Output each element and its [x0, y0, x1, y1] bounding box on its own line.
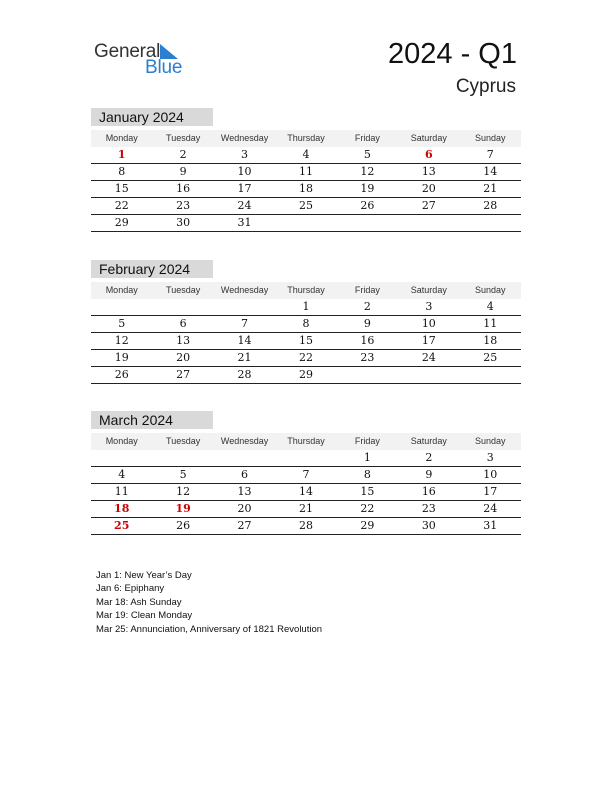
month-title: March 2024 [91, 411, 213, 429]
day-cell: 6 [424, 148, 433, 161]
weekday-header-row [91, 282, 521, 299]
week-row [91, 484, 521, 501]
day-cell [214, 450, 275, 466]
weekday-label: Monday [105, 436, 138, 446]
weekday-label: Thursday [287, 436, 325, 446]
weekday-label: Tuesday [166, 436, 201, 446]
month-block [91, 260, 521, 384]
week-row [91, 215, 521, 232]
week-row [91, 164, 521, 181]
day-cell: 7 [486, 148, 494, 161]
logo-text-blue: Blue [145, 57, 183, 78]
weekday-label: Wednesday [220, 436, 269, 446]
day-cell: 17 [421, 334, 436, 347]
day-cell: 11 [298, 165, 313, 178]
day-cell: 23 [360, 351, 375, 364]
week-row [91, 333, 521, 350]
day-cell: 20 [237, 502, 252, 515]
day-cell: 7 [241, 317, 249, 330]
day-cell: 27 [421, 199, 436, 212]
day-cell: 2 [425, 451, 433, 464]
day-cell: 30 [176, 216, 191, 229]
day-cell: 16 [360, 334, 375, 347]
weekday-label: Sunday [474, 285, 506, 295]
day-cell: 4 [486, 300, 494, 313]
week-row [91, 467, 521, 484]
holiday-note: Mar 25: Annunciation, Anniversary of 1821 Revolution [96, 623, 323, 635]
day-cell: 1 [302, 300, 310, 313]
weekday-label: Friday [354, 436, 380, 446]
weekday-label: Thursday [287, 285, 325, 295]
day-cell: 2 [179, 148, 187, 161]
holiday-note: Jan 1: New Year’s Day [96, 570, 192, 581]
day-cell: 14 [298, 485, 313, 498]
day-cell: 25 [114, 519, 130, 532]
weekday-label: Monday [105, 285, 138, 295]
day-cell: 25 [298, 199, 313, 212]
day-cell: 12 [176, 485, 191, 498]
day-cell: 8 [363, 468, 371, 481]
month-title: January 2024 [91, 108, 213, 126]
month-block [91, 108, 521, 232]
logo-text-general: General [94, 41, 161, 62]
page-title: 2024 - Q1 [388, 38, 517, 70]
day-cell: 8 [118, 165, 126, 178]
day-cell: 29 [360, 519, 375, 532]
day-cell: 7 [302, 468, 310, 481]
day-cell: 13 [421, 165, 436, 178]
week-row [91, 518, 521, 535]
weekday-label: Saturday [410, 436, 447, 446]
holiday-note: Mar 18: Ash Sunday [96, 596, 182, 608]
day-cell: 23 [176, 199, 191, 212]
day-cell: 5 [363, 148, 371, 161]
day-cell: 15 [360, 485, 375, 498]
day-cell [398, 367, 459, 383]
holiday-note: Mar 19: Clean Monday [96, 610, 193, 622]
weekday-label: Tuesday [166, 285, 201, 295]
day-cell: 23 [421, 502, 436, 515]
weekday-label: Sunday [474, 133, 506, 143]
weekday-label: Friday [354, 285, 380, 295]
holiday-notes [96, 569, 322, 636]
day-cell: 18 [298, 182, 313, 195]
day-cell: 24 [483, 502, 498, 515]
day-cell: 19 [175, 502, 191, 515]
day-cell: 19 [114, 351, 129, 364]
day-cell: 10 [237, 165, 252, 178]
day-cell: 4 [302, 148, 310, 161]
day-cell: 15 [114, 182, 129, 195]
day-cell [91, 299, 152, 315]
day-cell [152, 299, 213, 315]
day-cell: 27 [176, 368, 191, 381]
day-cell: 22 [360, 502, 375, 515]
day-cell: 1 [117, 148, 126, 161]
day-cell [152, 450, 213, 466]
day-cell: 31 [483, 519, 498, 532]
weekday-label: Wednesday [220, 133, 269, 143]
weekday-label: Wednesday [220, 285, 269, 295]
week-row [91, 316, 521, 333]
day-cell: 24 [237, 199, 252, 212]
day-cell: 3 [241, 148, 249, 161]
logo [94, 40, 204, 80]
holiday-note: Jan 6: Epiphany [96, 583, 165, 595]
day-cell: 10 [483, 468, 498, 481]
weekday-header-row [91, 130, 521, 147]
day-cell: 21 [298, 502, 313, 515]
day-cell: 29 [114, 216, 129, 229]
week-row [91, 147, 521, 164]
weekday-label: Monday [105, 133, 138, 143]
day-cell: 11 [483, 317, 498, 330]
day-cell: 26 [114, 368, 129, 381]
country-name: Cyprus [455, 76, 516, 97]
day-cell: 9 [179, 165, 187, 178]
day-cell: 28 [483, 199, 498, 212]
day-cell: 12 [114, 334, 129, 347]
day-cell: 27 [237, 519, 252, 532]
day-cell: 22 [298, 351, 313, 364]
day-cell: 9 [363, 317, 371, 330]
weekday-header-row [91, 433, 521, 450]
day-cell [275, 450, 336, 466]
day-cell: 26 [176, 519, 191, 532]
weekday-label: Saturday [410, 285, 447, 295]
day-cell: 14 [483, 165, 498, 178]
day-cell: 28 [237, 368, 252, 381]
day-cell: 11 [114, 485, 129, 498]
day-cell: 28 [298, 519, 313, 532]
day-cell: 17 [237, 182, 252, 195]
day-cell: 15 [298, 334, 313, 347]
day-cell: 16 [176, 182, 191, 195]
weekday-label: Sunday [474, 436, 506, 446]
day-cell: 16 [421, 485, 436, 498]
day-cell: 24 [421, 351, 436, 364]
day-cell: 3 [425, 300, 433, 313]
month-block [91, 411, 521, 535]
day-cell: 29 [298, 368, 313, 381]
day-cell [460, 215, 521, 231]
day-cell: 6 [241, 468, 249, 481]
weekday-label: Friday [354, 133, 380, 143]
week-row [91, 350, 521, 367]
day-cell: 17 [483, 485, 498, 498]
day-cell: 2 [363, 300, 371, 313]
day-cell: 21 [237, 351, 252, 364]
day-cell: 12 [360, 165, 375, 178]
day-cell [460, 367, 521, 383]
day-cell: 9 [425, 468, 433, 481]
day-cell [337, 215, 398, 231]
day-cell: 20 [176, 351, 191, 364]
day-cell: 13 [176, 334, 191, 347]
day-cell [337, 367, 398, 383]
day-cell: 10 [421, 317, 436, 330]
day-cell: 5 [179, 468, 187, 481]
day-cell: 1 [363, 451, 371, 464]
day-cell: 25 [483, 351, 498, 364]
week-row [91, 501, 521, 518]
day-cell: 20 [421, 182, 436, 195]
week-row [91, 198, 521, 215]
day-cell: 13 [237, 485, 252, 498]
day-cell: 8 [302, 317, 310, 330]
day-cell: 18 [114, 502, 130, 515]
day-cell [214, 299, 275, 315]
weekday-label: Tuesday [166, 133, 201, 143]
day-cell [275, 215, 336, 231]
day-cell: 31 [237, 216, 252, 229]
day-cell [91, 450, 152, 466]
month-title: February 2024 [91, 260, 213, 278]
week-row [91, 450, 521, 467]
day-cell: 14 [237, 334, 252, 347]
day-cell: 5 [118, 317, 126, 330]
day-cell: 6 [179, 317, 187, 330]
day-cell: 19 [360, 182, 375, 195]
day-cell: 21 [483, 182, 498, 195]
day-cell: 30 [421, 519, 436, 532]
day-cell [398, 215, 459, 231]
day-cell: 3 [486, 451, 494, 464]
week-row [91, 367, 521, 384]
week-row [91, 181, 521, 198]
weekday-label: Thursday [287, 133, 325, 143]
day-cell: 4 [118, 468, 126, 481]
day-cell: 18 [483, 334, 498, 347]
weekday-label: Saturday [410, 133, 447, 143]
week-row [91, 299, 521, 316]
day-cell: 26 [360, 199, 375, 212]
day-cell: 22 [114, 199, 129, 212]
